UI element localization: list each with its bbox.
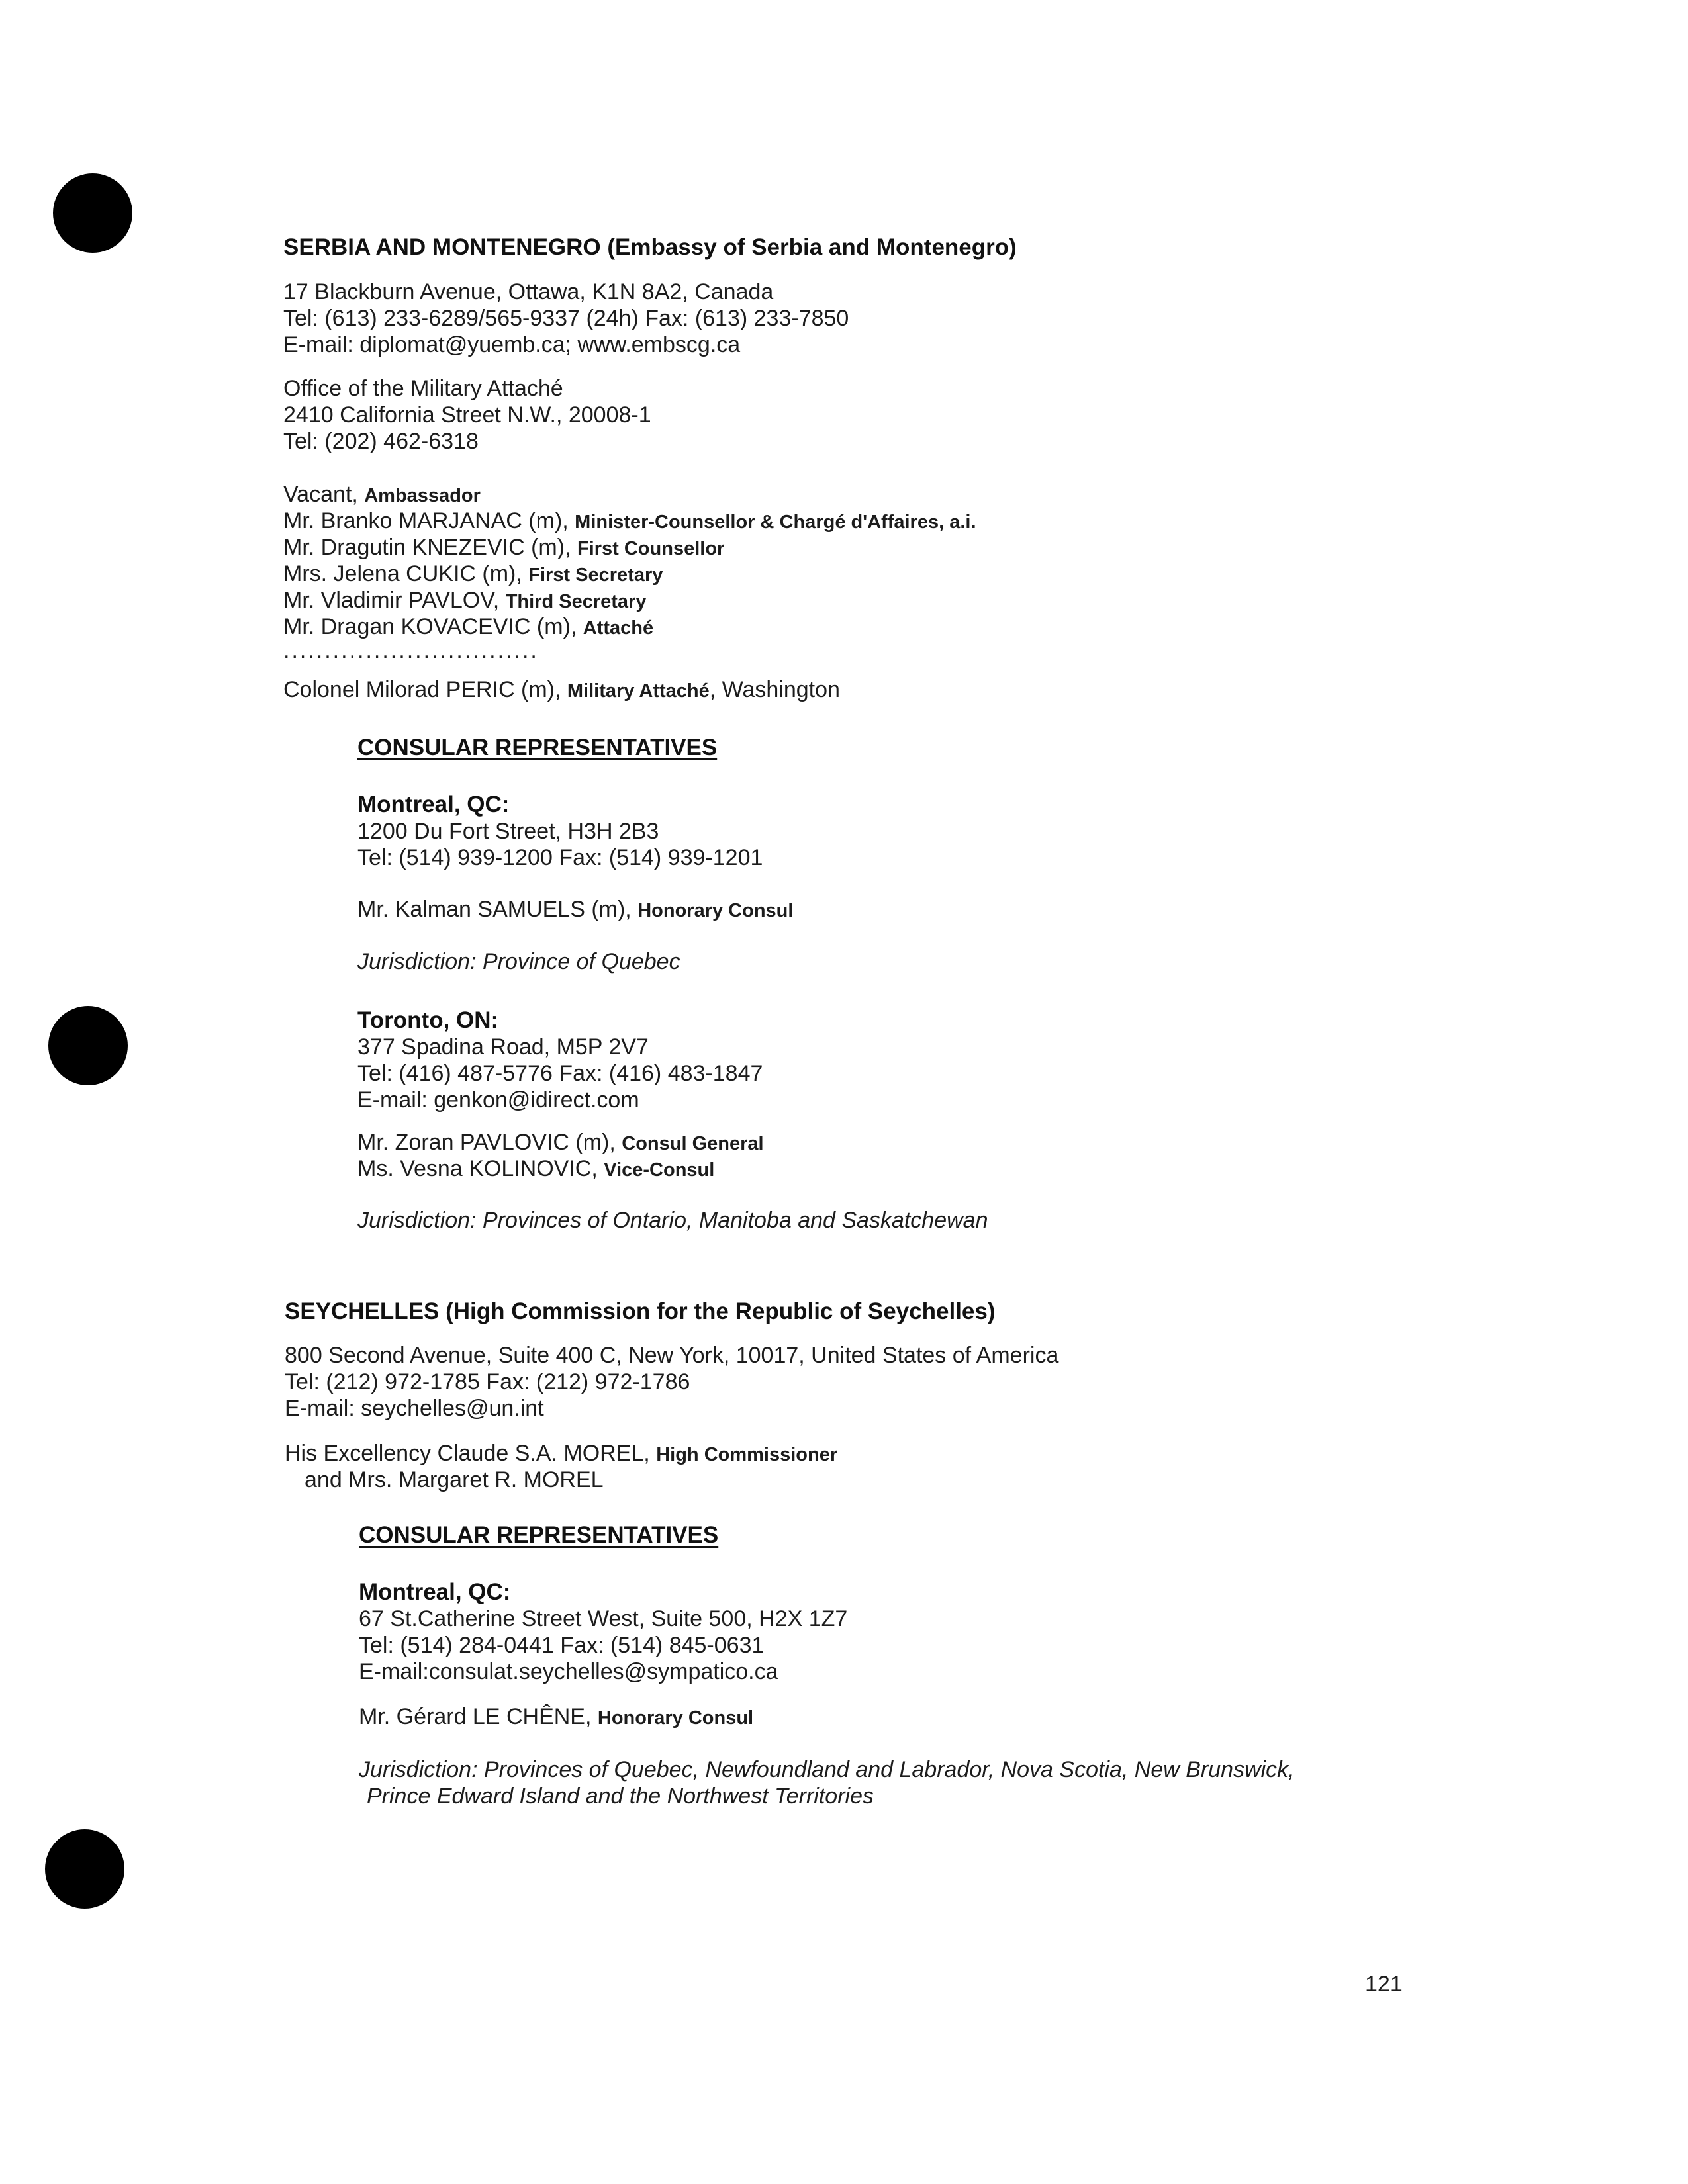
binder-hole-middle bbox=[48, 1006, 128, 1085]
seychelles-address: 800 Second Avenue, Suite 400 C, New York, 10017, United States of America bbox=[285, 1343, 1059, 1368]
toronto-vice-consul bbox=[357, 1156, 714, 1183]
page-number: 121 bbox=[1365, 1972, 1403, 1997]
serbia-tel: Tel: (613) 233-6289/565-9337 (24h) Fax: (613) 233-7850 bbox=[283, 306, 849, 331]
staff-title: Third Secretary bbox=[505, 591, 647, 612]
montreal-jurisdiction: Jurisdiction: Province of Quebec bbox=[357, 949, 680, 974]
consul-name: Mr. Gérard LE CHÊNE, bbox=[359, 1704, 598, 1729]
staff-entry bbox=[283, 534, 724, 562]
staff-title: First Counsellor bbox=[577, 538, 725, 559]
commissioner-title: High Commissioner bbox=[656, 1444, 838, 1465]
colonel-name: Colonel Milorad PERIC (m), bbox=[283, 677, 567, 702]
serbia-address: 17 Blackburn Avenue, Ottawa, K1N 8A2, Canada bbox=[283, 279, 774, 304]
toronto-address: 377 Spadina Road, M5P 2V7 bbox=[357, 1034, 649, 1060]
toronto-consul-general bbox=[357, 1129, 764, 1157]
military-office-address: 2410 California Street N.W., 20008-1 bbox=[283, 402, 651, 428]
staff-title: Minister-Counsellor & Chargé d'Affaires, a.i. bbox=[575, 512, 976, 533]
high-commissioner bbox=[285, 1440, 837, 1468]
serbia-email: E-mail: diplomat@yuemb.ca; www.embscg.ca bbox=[283, 332, 741, 357]
staff-name: Mr. Dragan KOVACEVIC (m), bbox=[283, 614, 583, 639]
montreal-city: Montreal, QC: bbox=[359, 1579, 511, 1605]
seychelles-heading: SEYCHELLES (High Commission for the Republic of Seychelles) bbox=[285, 1298, 996, 1324]
consul-name: Mr. Kalman SAMUELS (m), bbox=[357, 897, 638, 922]
staff-entry bbox=[283, 561, 663, 588]
colonel-location: , Washington bbox=[709, 677, 840, 702]
military-office-name: Office of the Military Attaché bbox=[283, 376, 563, 401]
montreal-city: Montreal, QC: bbox=[357, 792, 510, 817]
staff-title: Attaché bbox=[583, 617, 654, 639]
staff-title: First Secretary bbox=[528, 565, 663, 586]
binder-hole-bottom bbox=[45, 1829, 124, 1909]
consul-title: Consul General bbox=[622, 1133, 764, 1154]
montreal-tel: Tel: (514) 284-0441 Fax: (514) 845-0631 bbox=[359, 1633, 765, 1658]
consular-heading: CONSULAR REPRESENTATIVES bbox=[357, 735, 718, 760]
montreal-email: E-mail:consulat.seychelles@sympatico.ca bbox=[359, 1659, 778, 1684]
consul-title: Honorary Consul bbox=[597, 1707, 754, 1729]
montreal-jurisdiction-line1: Jurisdiction: Provinces of Quebec, Newfoundland and Labrador, Nova Scotia, New Brunswick, bbox=[359, 1757, 1295, 1782]
montreal-tel: Tel: (514) 939-1200 Fax: (514) 939-1201 bbox=[357, 845, 763, 870]
staff-entry bbox=[283, 508, 976, 535]
consular-heading: CONSULAR REPRESENTATIVES bbox=[359, 1522, 719, 1548]
montreal-jurisdiction-line2: Prince Edward Island and the Northwest Territories bbox=[367, 1784, 874, 1809]
staff-title: Ambassador bbox=[364, 485, 481, 506]
staff-name: Mr. Dragutin KNEZEVIC (m), bbox=[283, 535, 577, 560]
commissioner-spouse: and Mrs. Margaret R. MOREL bbox=[305, 1467, 604, 1492]
montreal-address: 1200 Du Fort Street, H3H 2B3 bbox=[357, 819, 659, 844]
montreal-consul bbox=[357, 896, 793, 924]
staff-name: Mrs. Jelena CUKIC (m), bbox=[283, 561, 529, 586]
staff-entry bbox=[283, 587, 646, 615]
consul-title: Honorary Consul bbox=[637, 900, 794, 921]
montreal-consul bbox=[359, 1704, 753, 1731]
colonel-title: Military Attaché bbox=[567, 680, 710, 702]
montreal-address: 67 St.Catherine Street West, Suite 500, H2X 1Z7 bbox=[359, 1606, 848, 1631]
serbia-heading: SERBIA AND MONTENEGRO (Embassy of Serbia and Montenegro) bbox=[283, 234, 1017, 260]
consul-name: Mr. Zoran PAVLOVIC (m), bbox=[357, 1130, 622, 1155]
dotted-separator: ............................... bbox=[283, 638, 539, 663]
toronto-email: E-mail: genkon@idirect.com bbox=[357, 1087, 639, 1113]
staff-entry bbox=[283, 481, 481, 509]
commissioner-name: His Excellency Claude S.A. MOREL, bbox=[285, 1441, 657, 1466]
consul-title: Vice-Consul bbox=[604, 1160, 715, 1181]
toronto-tel: Tel: (416) 487-5776 Fax: (416) 483-1847 bbox=[357, 1061, 763, 1086]
staff-name: Mr. Vladimir PAVLOV, bbox=[283, 588, 506, 613]
colonel-entry bbox=[283, 676, 840, 704]
toronto-jurisdiction: Jurisdiction: Provinces of Ontario, Manitoba and Saskatchewan bbox=[357, 1208, 988, 1233]
consul-name: Ms. Vesna KOLINOVIC, bbox=[357, 1156, 604, 1181]
military-office-tel: Tel: (202) 462-6318 bbox=[283, 429, 479, 454]
binder-hole-top bbox=[53, 173, 132, 253]
staff-name: Mr. Branko MARJANAC (m), bbox=[283, 508, 575, 533]
staff-name: Vacant, bbox=[283, 482, 365, 507]
toronto-city: Toronto, ON: bbox=[357, 1007, 499, 1033]
seychelles-tel: Tel: (212) 972-1785 Fax: (212) 972-1786 bbox=[285, 1369, 690, 1394]
seychelles-email: E-mail: seychelles@un.int bbox=[285, 1396, 544, 1421]
